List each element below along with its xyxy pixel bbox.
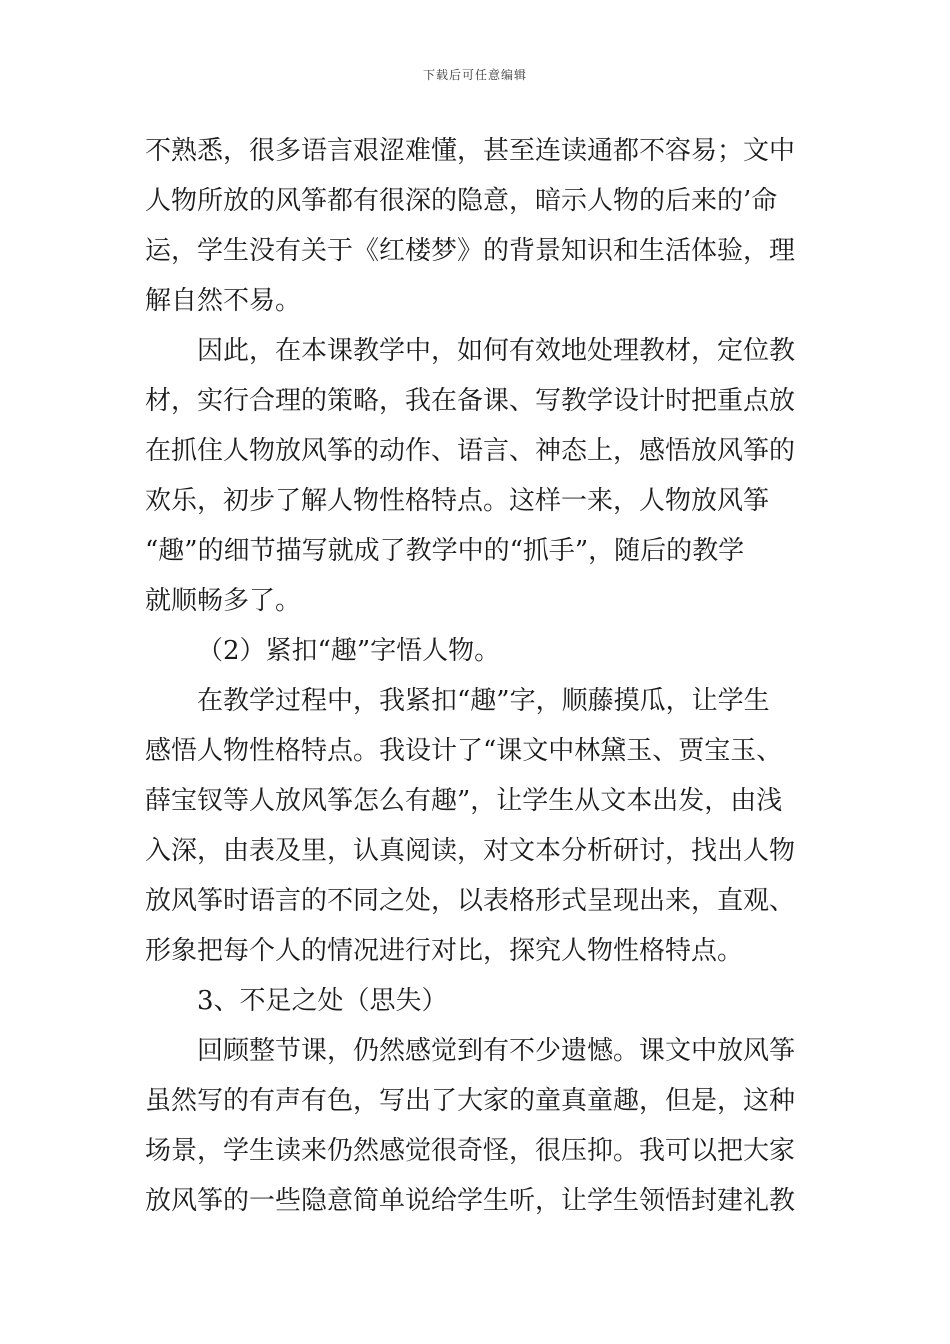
document-body (145, 126, 810, 1226)
text-line: 因此，在本课教学中，如何有效地处理教材，定位教 (197, 336, 796, 366)
text-line: 就顺畅多了。 (145, 586, 302, 616)
page-header: 下载后可任意编辑 (422, 68, 527, 82)
text-line: 感悟人物性格特点。我设计了“课文中林黛玉、贾宝玉、 (145, 736, 783, 766)
text-line: 放风筝时语言的不同之处，以表格形式呈现出来，直观、 (145, 886, 796, 916)
subheading-line: （2）紧扣“趣”字悟人物。 (197, 636, 501, 666)
text-line: 场景，学生读来仍然感觉很奇怪，很压抑。我可以把大家 (145, 1136, 796, 1166)
paragraph-4 (145, 1026, 810, 1226)
text-line: 人物所放的风筝都有很深的隐意，暗示人物的后来的’命 (145, 186, 778, 216)
text-line: 放风筝的一些隐意简单说给学生听，让学生领悟封建礼教 (145, 1186, 796, 1216)
paragraph-1 (145, 126, 810, 326)
subheading-line: 3、不足之处（思失） (197, 986, 448, 1016)
paragraph-3 (145, 676, 810, 976)
text-line: 虽然写的有声有色，写出了大家的童真童趣，但是，这种 (145, 1086, 796, 1116)
text-line: 形象把每个人的情况进行对比，探究人物性格特点。 (145, 936, 744, 966)
text-line: 在教学过程中，我紧扣“趣”字，顺藤摸瓜，让学生 (197, 686, 770, 716)
text-line: 不熟悉，很多语言艰涩难懂，甚至连读通都不容易；文中 (145, 136, 796, 166)
text-line: 欢乐，初步了解人物性格特点。这样一来，人物放风筝 (145, 486, 770, 516)
text-line: 回顾整节课，仍然感觉到有不少遗憾。课文中放风筝 (197, 1036, 796, 1066)
text-line: 入深，由表及里，认真阅读，对文本分析研讨，找出人物 (145, 836, 796, 866)
text-line: 材，实行合理的策略，我在备课、写教学设计时把重点放 (145, 386, 796, 416)
text-line: 运，学生没有关于《红楼梦》的背景知识和生活体验，理 (145, 236, 796, 266)
section-heading-3 (145, 976, 810, 1026)
text-line: 解自然不易。 (145, 286, 302, 316)
text-line: 在抓住人物放风筝的动作、语言、神态上，感悟放风筝的 (145, 436, 796, 466)
text-line: “趣”的细节描写就成了教学中的“抓手”，随后的教学 (145, 536, 745, 566)
section-heading-2 (145, 626, 810, 676)
text-line: 薛宝钗等人放风筝怎么有趣”，让学生从文本出发，由浅 (145, 786, 783, 816)
paragraph-2 (145, 326, 810, 626)
